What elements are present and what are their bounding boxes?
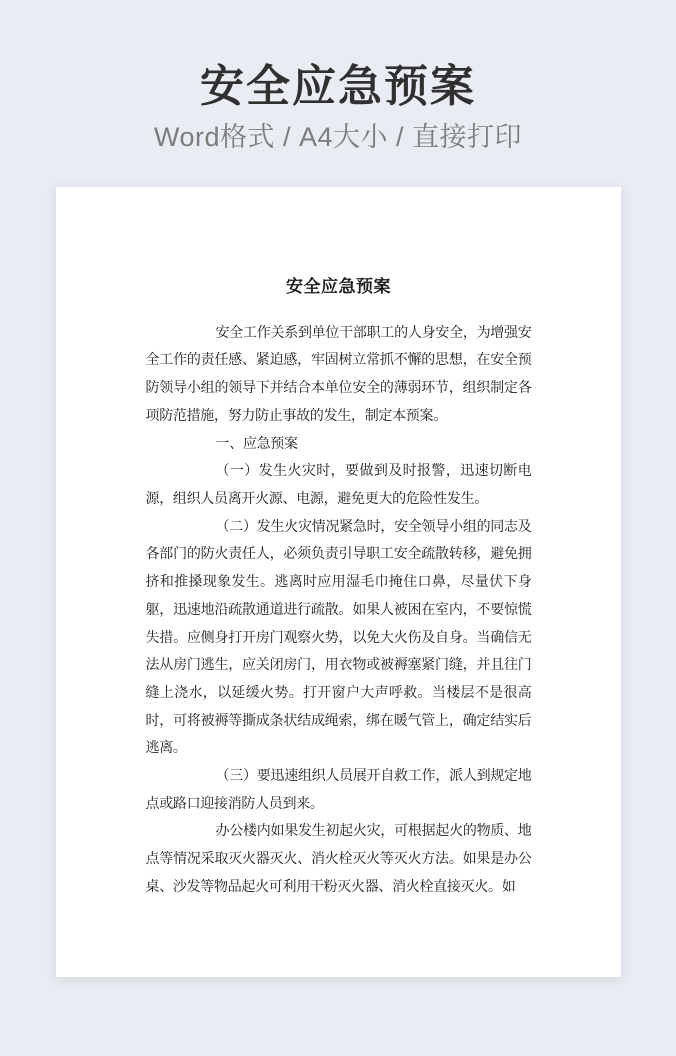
hero-title: 安全应急预案: [200, 62, 476, 111]
document-paragraph: （二）发生火灾情况紧急时，安全领导小组的同志及各部门的防火责任人，必须负责引导职工安全疏散转移，避免拥挤和推搡现象发生。逃离时应用湿毛巾掩住口鼻，尽量伏下身躯，迅速地沿疏散通道进行疏散。如果人被困在室内，不要惊慌失措。应侧身打开房门观察火势，以免大火伤及自身。当确信无法从房门逃生，应关闭房门，用衣物或被褥塞紧门缝，并且往门缝上浇水，以延缓火势。打开窗户大声呼救。当楼层不是很高时，可将被褥等撕成条状结成绳索，绑在暖气管上，确定结实后逃离。: [145, 517, 532, 756]
document-paragraph: （一）发生火灾时，要做到及时报警，迅速切断电源，组织人员离开火源、电源，避免更大的危险性发生。: [145, 462, 532, 506]
document-paragraph: 一、应急预案: [215, 434, 298, 451]
document-paragraph: 安全工作关系到单位干部职工的人身安全，为增强安全工作的责任感、紧迫感，牢固树立常抓不懈的思想，在安全预防领导小组的领导下并结合本单位安全的薄弱环节，组织制定各项防范措施，努力防止事故的发生，制定本预案。: [145, 323, 532, 423]
template-header: [0, 0, 676, 154]
document-paragraph: 办公楼内如果发生初起火灾，可根据起火的物质、地点等情况采取灭火器灭火、消火栓灭火等灭火方法。如果是办公桌、沙发等物品起火可利用干粉灭火器、消火栓直接灭火。如: [145, 822, 532, 894]
document-paragraph: （三）要迅速组织人员展开自救工作，派人到规定地点或路口迎接消防人员到来。: [145, 767, 532, 811]
document-body: [146, 319, 532, 901]
hero-subtitle: Word格式 / A4大小 / 直接打印: [153, 122, 523, 153]
document-title: 安全应急预案: [286, 276, 391, 296]
document-page: [56, 187, 621, 977]
